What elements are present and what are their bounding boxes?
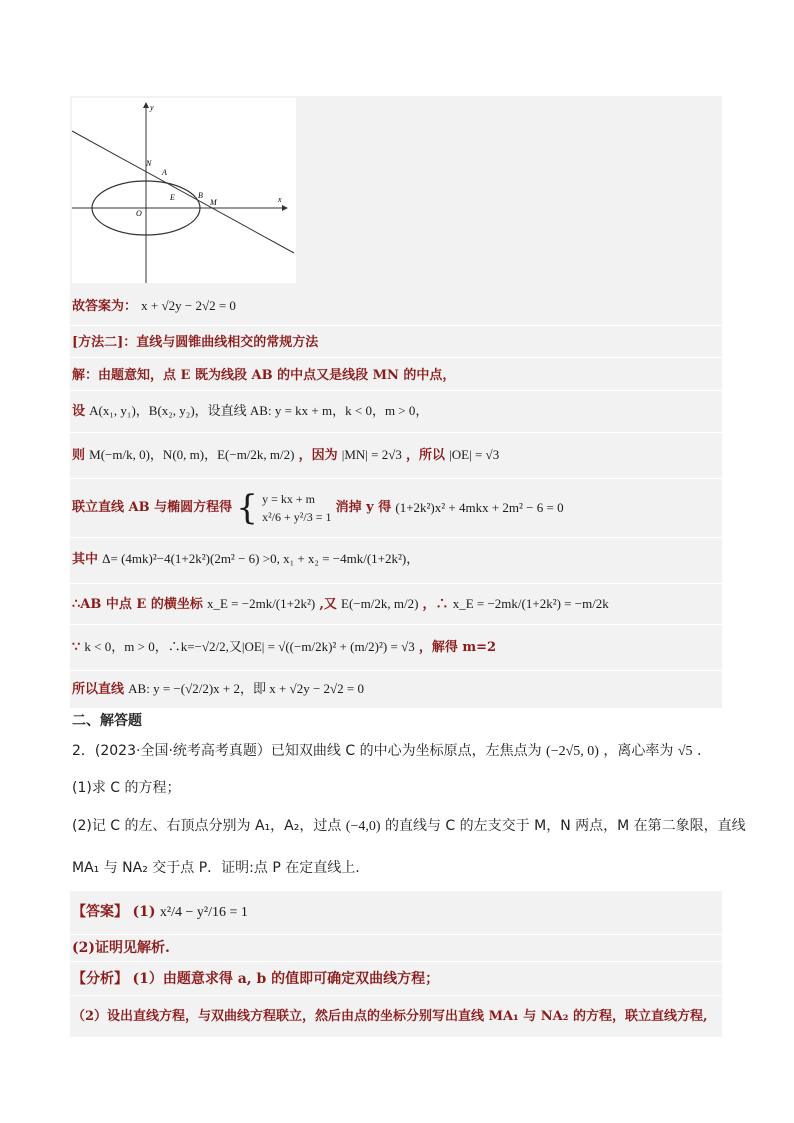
method2-line1-text: 解：由题意知，点 E 既为线段 AB 的中点又是线段 MN 的中点， — [72, 368, 456, 383]
point-E-label: E — [170, 193, 175, 202]
question-intro: 2．(2023·全国·统考高考真题）已知双曲线 C 的中心为坐标原点，左焦点为 — [72, 743, 542, 759]
method2-line5-math: Δ= (4mk)²−4(1+2k²)(2m² − 6) >0, x₁ + x₂ = −4mk/(1+2k²)， — [102, 551, 420, 566]
method2-line7 — [72, 638, 722, 657]
answer-tag: 【答案】 — [72, 904, 128, 920]
answer-label: 故答案为： — [72, 299, 138, 314]
method2-line6-therefore: ，∴ — [422, 597, 449, 612]
point-M-label: M — [210, 198, 217, 207]
origin-label: O — [136, 209, 142, 218]
section-heading: 二、解答题 — [72, 713, 142, 729]
answer-row — [72, 903, 722, 922]
method2-line4-prefix: 联立直线 AB 与椭圆方程得 — [72, 500, 233, 515]
point-B-label: B — [198, 191, 203, 200]
method2-line6 — [72, 595, 722, 614]
row-divider — [70, 961, 722, 962]
eccentricity-label: ，离心率为 — [603, 743, 674, 759]
method2-line7-math: k < 0，m > 0，∴k=−√2/2,又|OE| = √((−m/2k)² + (m/2)²) = √3 — [84, 639, 415, 654]
method2-line4 — [72, 490, 722, 534]
question-part1: (1)求 C 的方程； — [72, 780, 181, 796]
analysis-line1: (1）由题意求得 a, b 的值即可确定双曲线方程； — [132, 971, 440, 987]
method2-line3-oe: |OE| = √3 — [449, 447, 500, 462]
row-divider — [70, 325, 722, 326]
ellipse-figure — [72, 98, 296, 283]
system-eq1: y = kx + m — [262, 492, 315, 506]
part2-point: (−4,0) — [345, 819, 381, 834]
method2-line3-so: ，所以 — [406, 448, 446, 463]
equation-system — [236, 490, 331, 526]
analysis-tag: 【分析】 — [72, 971, 128, 987]
method2-line1 — [72, 367, 722, 385]
analysis-row1 — [72, 970, 722, 988]
method2-line8 — [72, 680, 722, 699]
answer-equation: x²/4 − y²/16 = 1 — [159, 905, 248, 920]
answer-part2: (2)证明见解析. — [72, 940, 170, 956]
method2-line3 — [72, 446, 722, 465]
point-N-label: N — [146, 159, 152, 168]
method2-line2 — [72, 402, 722, 421]
method1-answer-row — [72, 297, 722, 316]
method2-title — [72, 334, 722, 352]
method2-title-text: [方法二]：直线与圆锥曲线相交的常规方法 — [72, 335, 319, 350]
period: . — [696, 743, 702, 759]
system-eq2: x²/6 + y²/3 = 1 — [262, 510, 332, 524]
method2-line5-prefix: 其中 — [72, 552, 99, 567]
method2-line6-e: E(−m/2k, m/2) — [341, 596, 419, 611]
question-line1 — [72, 741, 701, 762]
method2-line8-math: AB: y = −(√2/2)x + 2，即 x + √2y − 2√2 = 0 — [128, 681, 364, 696]
method2-line6-xe2: x_E = −2mk/(1+2k²) = −m/2k — [452, 596, 609, 611]
row-divider — [70, 478, 722, 479]
row-divider — [70, 670, 722, 671]
question-part2-line1 — [72, 816, 746, 837]
method2-line3-prefix: 则 — [72, 448, 86, 463]
row-divider — [70, 432, 722, 433]
method2-line7-since: ∵ — [72, 640, 81, 655]
row-divider — [70, 624, 722, 625]
row-divider — [70, 934, 722, 935]
row-divider — [70, 390, 722, 391]
row-divider — [70, 537, 722, 538]
answer-part1-label: (1) — [132, 904, 156, 920]
method2-line6-also: ,又 — [319, 597, 337, 612]
part2-intro: (2)记 C 的左、右顶点分别为 A₁，A₂，过点 — [72, 818, 342, 834]
row-divider — [70, 357, 722, 358]
method2-line8-prefix: 所以直线 — [72, 682, 125, 697]
answer-expression: x + √2y − 2√2 = 0 — [141, 298, 236, 313]
method2-line7-result: ，解得 m=2 — [418, 640, 497, 655]
method2-line4-quadratic: (1+2k²)x² + 4mkx + 2m² − 6 = 0 — [395, 500, 564, 515]
method2-line2-prefix: 设 — [72, 404, 86, 419]
method2-line4-eliminate: 消掉 y 得 — [335, 500, 392, 515]
method2-line2-math: A(x₁, y₁)，B(x₂, y₂)，设直线 AB: y = kx + m，k < 0，m > 0， — [89, 403, 429, 418]
ellipse-diagram — [72, 98, 296, 283]
answer-part2-row — [72, 939, 722, 957]
method2-line6-prefix: ∴AB 中点 E 的横坐标 — [72, 597, 203, 612]
row-divider — [70, 995, 722, 996]
part2-rest: 的直线与 C 的左支交于 M，N 两点，M 在第二象限，直线 — [384, 818, 746, 834]
method2-line3-mn: |MN| = 2√3 — [341, 447, 402, 462]
analysis-row2 — [72, 1008, 722, 1026]
analysis-line2: （2）设出直线方程，与双曲线方程联立，然后由点的坐标分别写出直线 MA₁ 与 NA₂ 的方程，联立直线方程, — [72, 1009, 708, 1024]
question-part2-line2: MA₁ 与 NA₂ 交于点 P．证明:点 P 在定直线上. — [72, 860, 360, 876]
method2-line6-xe: x_E = −2mk/(1+2k²) — [206, 596, 316, 611]
row-divider — [70, 583, 722, 584]
y-axis-label: y — [150, 103, 154, 112]
x-axis-label: x — [278, 195, 282, 204]
left-brace-icon: { — [236, 488, 258, 528]
point-A-label: A — [162, 168, 167, 177]
method2-line3-because: ，因为 — [298, 448, 338, 463]
method2-line5 — [72, 550, 722, 569]
method2-line3-points: M(−m/k, 0)，N(0, m)，E(−m/2k, m/2) — [89, 447, 295, 462]
eccentricity-value: √5 — [677, 744, 693, 759]
left-focus: (−2√5, 0) — [546, 744, 599, 759]
